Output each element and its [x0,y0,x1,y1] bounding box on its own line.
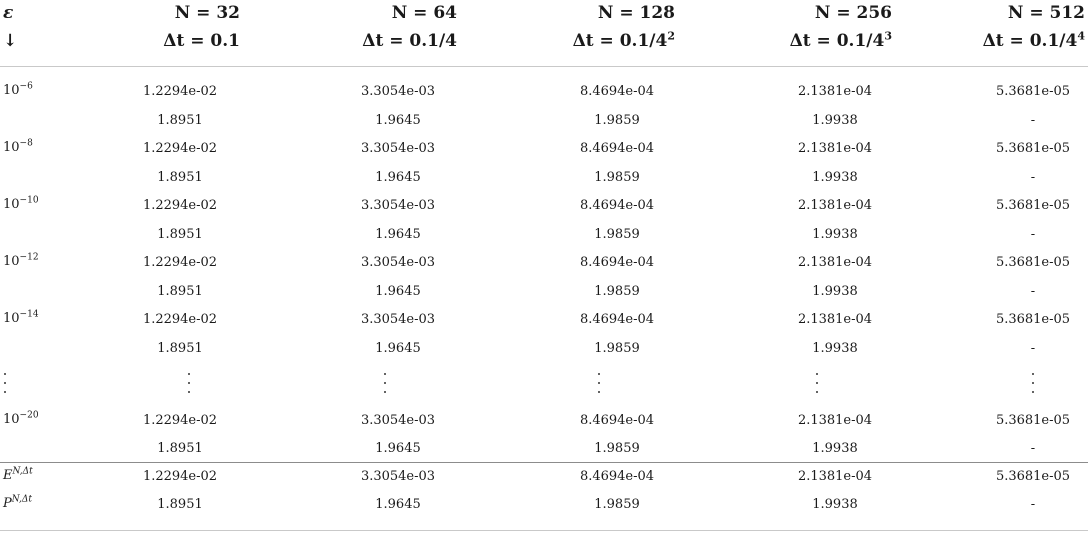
error-cell: 8.4694e-04 [579,84,655,99]
column-header-n: N = 512 [1007,3,1085,23]
order-cell: - [1030,497,1036,512]
epsilon-value: $10^{-10}$ [3,195,39,212]
order-cell: - [1030,113,1036,128]
error-cell: 8.4694e-04 [579,312,655,327]
table-row [0,441,1088,469]
error-cell: 1.2294e-02 [142,84,218,99]
order-cell: 1.9859 [594,497,640,512]
order-cell: - [1030,227,1036,242]
error-cell: 1.2294e-02 [142,141,218,156]
epsilon-value: $10^{-20}$ [3,410,39,427]
error-cell: 3.3054e-03 [360,84,436,99]
error-cell: 5.3681e-05 [995,84,1071,99]
error-cell: 1.2294e-02 [142,255,218,270]
table-row [0,252,1088,283]
error-cell: 5.3681e-05 [995,469,1071,484]
column-header-dt: $\Delta t = 0.1/4^2$ [572,29,675,51]
error-cell: 2.1381e-04 [797,198,873,213]
order-cell: 1.9859 [594,441,640,456]
order-cell: 1.9938 [812,170,858,185]
error-cell: 3.3054e-03 [360,255,436,270]
error-cell: 5.3681e-05 [995,413,1071,428]
vertical-ellipsis-icon [598,373,601,403]
summary-order-row [0,494,1088,525]
table-row [0,341,1088,369]
column-header-n64 [317,3,457,59]
order-cell: - [1030,170,1036,185]
column-header-n: N = 64 [391,3,457,23]
order-cell: 1.9645 [375,170,421,185]
error-cell: 5.3681e-05 [995,312,1071,327]
table-row [0,113,1088,141]
summary-rule [0,462,1088,463]
table-header [0,0,1088,60]
order-cell: 1.9645 [375,227,421,242]
error-cell: 2.1381e-04 [797,141,873,156]
table-row [0,138,1088,169]
header-rule [0,66,1088,67]
column-header-n: N = 128 [597,3,675,23]
summary-error-row [0,466,1088,497]
order-cell: 1.9938 [812,227,858,242]
error-cell: 2.1381e-04 [797,84,873,99]
vertical-ellipsis-icon [1032,373,1035,403]
order-cell: 1.8951 [157,341,203,356]
order-cell: 1.9938 [812,341,858,356]
order-cell: - [1030,284,1036,299]
error-cell: 8.4694e-04 [579,413,655,428]
column-header-n128 [535,3,675,59]
order-cell: 1.9859 [594,227,640,242]
error-cell: 5.3681e-05 [995,255,1071,270]
summary-order-label: $P^{N,\Delta t}$ [3,494,33,511]
order-cell: 1.9645 [375,441,421,456]
error-cell: 2.1381e-04 [797,469,873,484]
epsilon-value: $10^{-12}$ [3,252,39,269]
column-header-n: N = 256 [814,3,892,23]
epsilon-header [3,3,43,59]
error-cell: 5.3681e-05 [995,141,1071,156]
column-header-n32 [100,3,240,59]
error-cell: 3.3054e-03 [360,312,436,327]
error-cell: 8.4694e-04 [579,255,655,270]
order-cell: 1.9859 [594,113,640,128]
column-header-dt: $\Delta t = 0.1/4^3$ [789,29,892,51]
error-cell: 2.1381e-04 [797,312,873,327]
vertical-ellipsis-icon [384,373,387,403]
column-header-dt: $\Delta t = 0.1/4^4$ [982,29,1085,51]
order-cell: 1.9938 [812,284,858,299]
table-row [0,410,1088,441]
error-cell: 3.3054e-03 [360,469,436,484]
epsilon-value: $10^{-14}$ [3,309,39,326]
error-cell: 5.3681e-05 [995,198,1071,213]
summary-error-label: $E^{N,\Delta t}$ [3,466,33,483]
error-cell: 1.2294e-02 [142,413,218,428]
table-row [0,81,1088,112]
error-cell: 3.3054e-03 [360,413,436,428]
error-cell: 8.4694e-04 [579,198,655,213]
order-cell: 1.9645 [375,284,421,299]
table-row [0,227,1088,255]
error-cell: 3.3054e-03 [360,198,436,213]
epsilon-value: $10^{-8}$ [3,138,33,155]
down-arrow-icon: ↓ [3,31,18,51]
order-cell: 1.8951 [157,170,203,185]
ellipsis-row [0,369,1088,403]
column-header-dt: Δt = 0.1/4 [362,31,457,51]
order-cell: 1.8951 [157,113,203,128]
error-cell: 8.4694e-04 [579,469,655,484]
epsilon-value: $10^{-6}$ [3,81,33,98]
order-cell: 1.8951 [157,227,203,242]
order-cell: 1.9645 [375,341,421,356]
error-cell: 3.3054e-03 [360,141,436,156]
order-cell: 1.8951 [157,497,203,512]
table-row [0,284,1088,312]
order-cell: 1.9859 [594,341,640,356]
column-header-n256 [752,3,892,59]
error-cell: 1.2294e-02 [142,198,218,213]
error-cell: 8.4694e-04 [579,141,655,156]
order-cell: 1.9645 [375,113,421,128]
order-cell: 1.9859 [594,284,640,299]
vertical-ellipsis-icon [816,373,819,403]
error-cell: 2.1381e-04 [797,413,873,428]
table-row [0,309,1088,340]
order-cell: 1.9938 [812,113,858,128]
order-cell: 1.8951 [157,441,203,456]
error-cell: 1.2294e-02 [142,469,218,484]
order-cell: - [1030,341,1036,356]
error-cell: 2.1381e-04 [797,255,873,270]
order-cell: 1.8951 [157,284,203,299]
order-cell: 1.9645 [375,497,421,512]
column-header-n: N = 32 [174,3,240,23]
order-cell: 1.9938 [812,497,858,512]
vertical-ellipsis-icon [188,373,191,403]
table-row [0,170,1088,198]
order-cell: 1.9859 [594,170,640,185]
table-row [0,195,1088,226]
column-header-dt: Δt = 0.1 [163,31,240,51]
bottom-rule [0,530,1088,531]
order-cell: 1.9938 [812,441,858,456]
error-cell: 1.2294e-02 [142,312,218,327]
order-cell: - [1030,441,1036,456]
column-header-n512 [945,3,1085,59]
epsilon-symbol: ε [3,3,14,23]
vertical-ellipsis-icon [4,373,7,403]
